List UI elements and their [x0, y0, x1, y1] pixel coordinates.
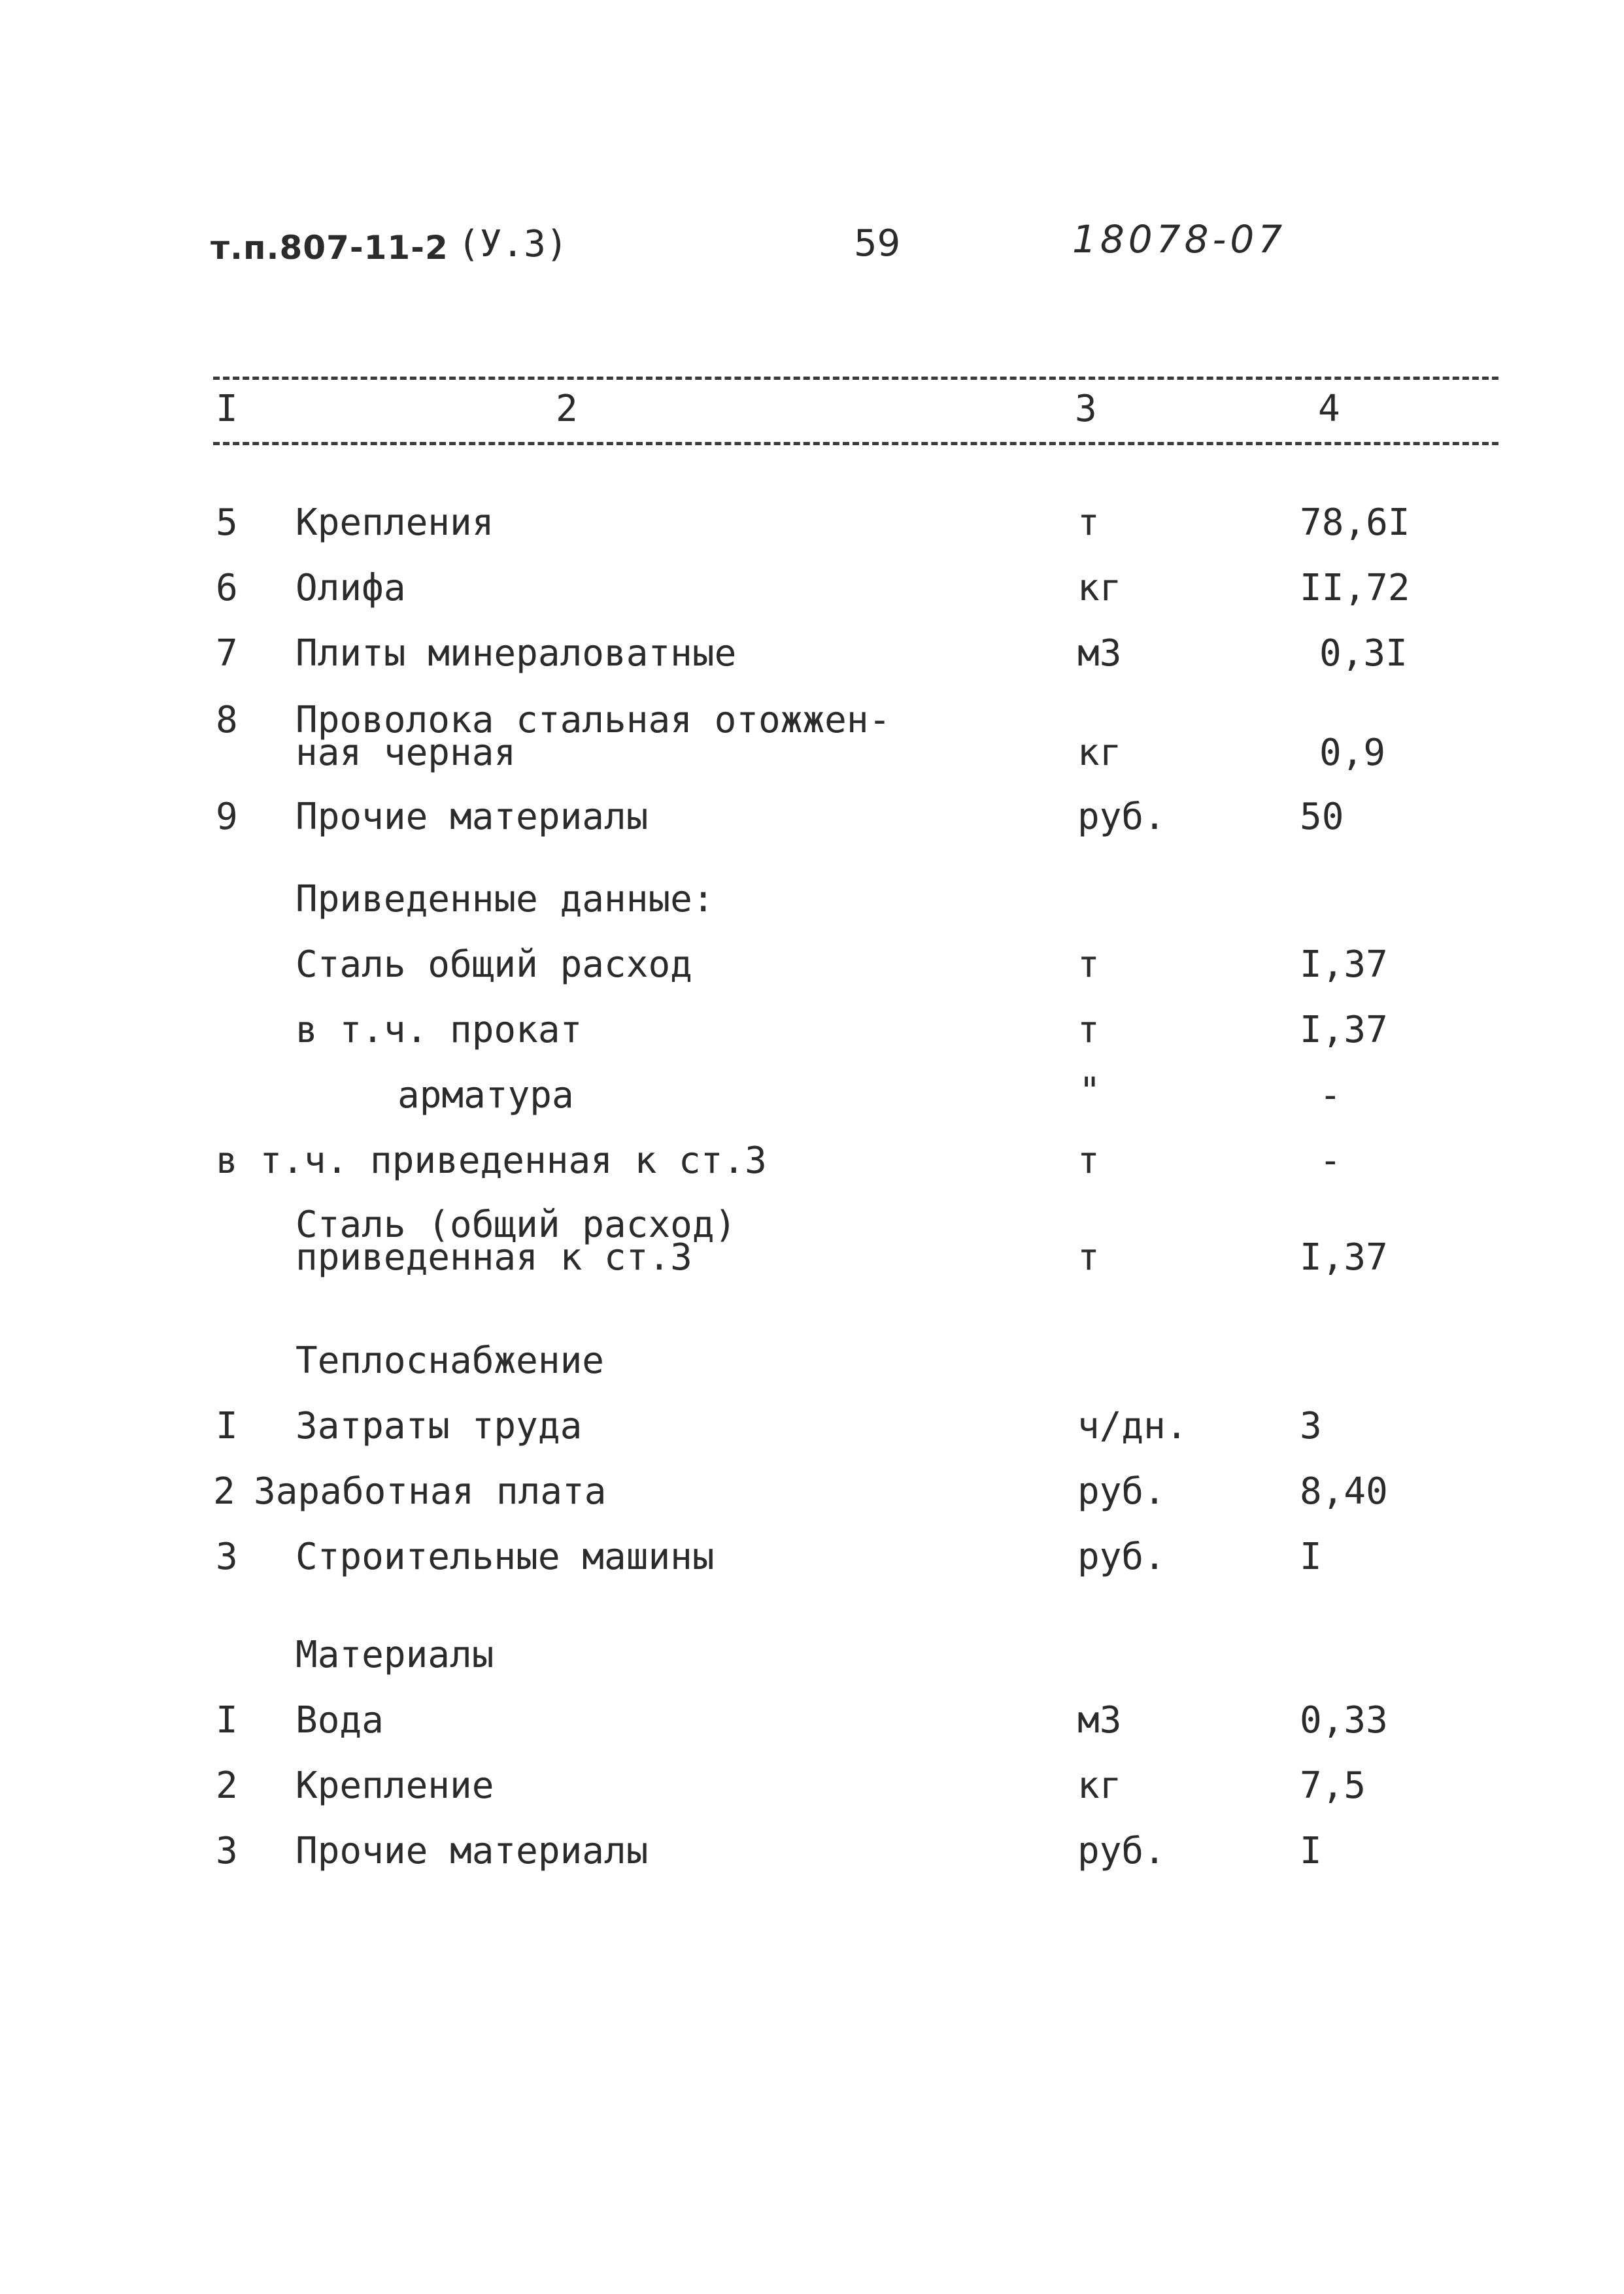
row-name: Заработная плата	[254, 1470, 607, 1513]
row-unit: кг	[1077, 732, 1122, 774]
row-unit: кг	[1077, 567, 1122, 609]
row-name: Крепление	[296, 1764, 494, 1807]
row-name: в т.ч. приведенная к ст.3	[216, 1139, 767, 1182]
column-header-4: 4	[1318, 388, 1340, 430]
row-unit: т	[1077, 943, 1100, 986]
row-number: 2	[216, 1764, 238, 1807]
row-value: I,37	[1300, 1009, 1388, 1051]
table-top-rule	[213, 377, 1498, 380]
inventory-number: 18078-07	[1072, 217, 1287, 261]
row-value: I,37	[1300, 943, 1388, 986]
row-value: 50	[1300, 796, 1344, 838]
row-value: I,37	[1300, 1236, 1388, 1279]
row-unit: т	[1077, 1009, 1100, 1051]
row-unit: руб.	[1077, 796, 1166, 838]
column-header-1: I	[216, 388, 238, 430]
row-value: 3	[1300, 1405, 1322, 1447]
row-name-line1: Сталь (общий расход)	[296, 1204, 737, 1246]
row-unit: т	[1077, 1139, 1100, 1182]
row-value: -	[1319, 1074, 1342, 1117]
row-number: 6	[216, 567, 238, 609]
row-number: 5	[216, 501, 238, 544]
row-name: Вода	[296, 1699, 384, 1742]
row-number: I	[216, 1699, 238, 1742]
row-value: 0,33	[1300, 1699, 1388, 1742]
row-name: Сталь общий расход	[296, 943, 692, 986]
row-number: 3	[216, 1536, 238, 1578]
row-number: 8	[216, 699, 238, 741]
row-name: Прочие материалы	[296, 1830, 649, 1872]
row-unit: ч/дн.	[1077, 1405, 1188, 1447]
row-unit: руб.	[1077, 1830, 1166, 1872]
row-unit: м3	[1077, 632, 1122, 675]
doc-code: т.п.807-11-2	[211, 229, 448, 267]
row-value: 7,5	[1300, 1764, 1366, 1807]
row-unit: руб.	[1077, 1536, 1166, 1578]
row-name: Плиты минераловатные	[296, 632, 737, 675]
row-value: II,72	[1300, 567, 1410, 609]
row-number: 2	[213, 1470, 235, 1513]
row-unit: кг	[1077, 1764, 1122, 1807]
row-value: 0,9	[1319, 732, 1386, 774]
row-unit: т	[1077, 501, 1100, 544]
row-unit: руб.	[1077, 1470, 1166, 1513]
row-name: в т.ч. прокат	[296, 1009, 583, 1051]
row-number: 7	[216, 632, 238, 675]
row-number: 3	[216, 1830, 238, 1872]
row-name-line1: Проволока стальная отожжен-	[296, 699, 891, 741]
row-value: 8,40	[1300, 1470, 1388, 1513]
row-name-line2: ная черная	[296, 732, 516, 774]
row-unit: т	[1077, 1236, 1100, 1279]
row-unit: "	[1079, 1070, 1101, 1113]
row-name: Строительные машины	[296, 1536, 715, 1578]
row-value: 78,6I	[1300, 501, 1410, 544]
row-name: Затраты труда	[296, 1405, 583, 1447]
column-header-2: 2	[556, 388, 578, 430]
variant-label: (У.3)	[458, 223, 568, 265]
row-value: I	[1300, 1830, 1322, 1872]
row-name-line2: приведенная к ст.3	[296, 1236, 692, 1279]
table-header-rule	[213, 442, 1498, 445]
row-name: арматура	[398, 1074, 574, 1117]
row-value: -	[1319, 1139, 1342, 1182]
column-header-3: 3	[1075, 388, 1097, 430]
row-value: 0,3I	[1319, 632, 1408, 675]
heat-supply-heading: Теплоснабжение	[296, 1340, 605, 1382]
row-value: I	[1300, 1536, 1322, 1578]
row-unit: м3	[1077, 1699, 1122, 1742]
page-number: 59	[854, 222, 901, 265]
reduced-data-heading: Приведенные данные:	[296, 878, 715, 920]
materials-heading: Материалы	[296, 1634, 494, 1676]
row-number: 9	[216, 796, 238, 838]
row-number: I	[216, 1405, 238, 1447]
row-name: Олифа	[296, 567, 406, 609]
row-name: Прочие материалы	[296, 796, 649, 838]
row-name: Крепления	[296, 501, 494, 544]
